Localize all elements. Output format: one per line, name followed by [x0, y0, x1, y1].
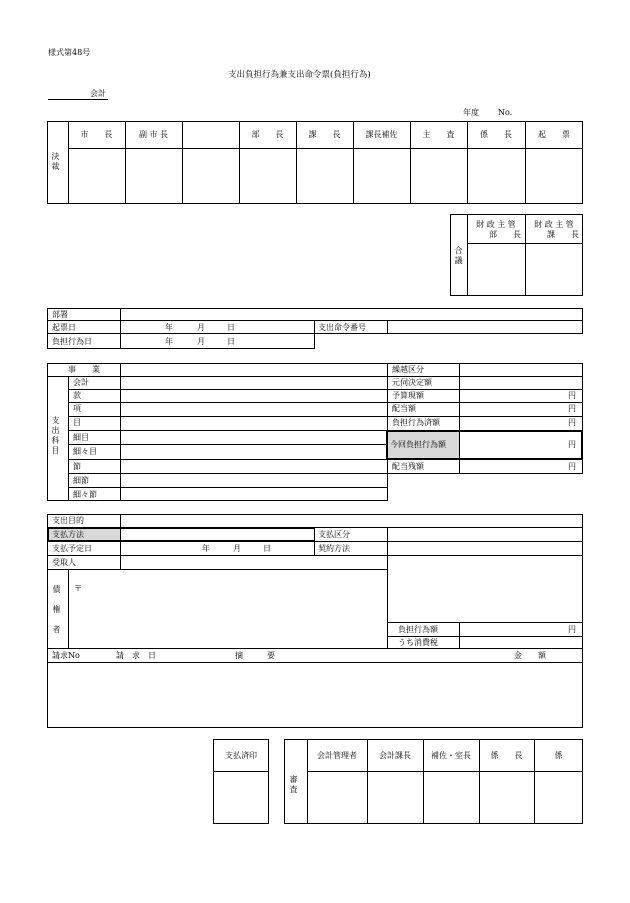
creditor-label: 債権者: [52, 585, 61, 645]
draft-date-row: [47, 320, 583, 334]
budget-current-yen: 円: [568, 391, 576, 400]
expenditure-subject-side-label: 支出科目: [51, 416, 60, 456]
approval-header-unit-chief: 係 長: [480, 130, 512, 139]
council-header-finance-chief-2: 課 長: [547, 230, 579, 239]
claim-description-header: 摘 要: [235, 651, 275, 660]
scheduled-date-label: 支払予定日: [52, 544, 92, 553]
budget-item-setsu: 節: [73, 462, 81, 471]
form-title: 支出負担行為兼支出命令票(負担行為): [228, 70, 371, 80]
council-header-finance-director-2: 部 長: [489, 230, 521, 239]
burden-amount-label: 負担行為額: [398, 625, 438, 634]
approval-header-section-chief: 課 長: [308, 130, 341, 139]
budget-item-saimoku: 細目: [73, 433, 89, 442]
approval-header-drafter: 起 票: [538, 130, 570, 139]
payment-order-number-label: 支出命令番号: [318, 323, 366, 332]
approval-header-assistant-chief: 課長補佐: [365, 130, 398, 139]
approval-header-director: 部 長: [251, 130, 284, 139]
original-decision-label: 元伺決定額: [392, 378, 432, 387]
approval-header-vice-mayor: 副 市 長: [138, 130, 169, 139]
claim-no-header: 請求No: [52, 651, 80, 660]
council-side-label: 合議: [454, 246, 463, 266]
burden-done-yen: 円: [568, 418, 576, 427]
burden-date-label: 負担行為日: [52, 337, 92, 346]
paid-stamp-label: 支払済印: [225, 751, 257, 760]
form-number: 様式第48号: [48, 48, 91, 57]
approval-header-mayor: 市 長: [80, 130, 113, 139]
fiscal-year-label: 年度: [463, 108, 479, 117]
number-label: No.: [498, 108, 513, 117]
audit-side-label: 審査: [289, 775, 298, 795]
claim-amount-header: 金 額: [514, 651, 546, 660]
audit-header-assistant: 補佐・室長: [431, 751, 471, 760]
council-header-finance-director: 財 政 主 管: [476, 220, 516, 229]
scheduled-date-month: 月: [233, 544, 241, 553]
carryover-label: 繰越区分: [392, 365, 424, 374]
audit-header-staff: 係: [554, 751, 563, 760]
budget-item-saisetsu: 細節: [73, 476, 89, 485]
allocation-balance-label: 配当残額: [392, 462, 424, 471]
audit-header-accounting-chief: 会計課長: [379, 751, 411, 760]
dept-label: 部署: [52, 310, 68, 319]
scheduled-date-year: 年: [202, 544, 210, 553]
approval-header-chief-examiner: 主 査: [422, 130, 455, 139]
current-burden-label: 今回負担行為額: [390, 440, 446, 449]
audit-header-accounting-manager: 会計管理者: [317, 751, 357, 760]
burden-date-day: 日: [227, 337, 235, 346]
draft-date-month: 月: [197, 323, 205, 332]
burden-date-month: 月: [197, 337, 205, 346]
project-label: 事 業: [68, 365, 100, 374]
budget-current-label: 予算現額: [392, 391, 424, 400]
purpose-label: 支出目的: [52, 516, 84, 525]
consumption-tax-label: うち消費税: [398, 638, 438, 647]
allocation-yen: 円: [568, 404, 576, 413]
draft-date-day: 日: [227, 323, 235, 332]
account-suffix: 会計: [90, 89, 106, 98]
audit-header-unit-chief: 係 長: [490, 751, 523, 760]
current-burden-yen: 円: [568, 440, 576, 449]
budget-item-kou: 項: [73, 404, 81, 413]
burden-date-year: 年: [165, 337, 173, 346]
budget-left-table: [47, 363, 388, 501]
claims-table: [47, 648, 583, 728]
approval-side-label: 決裁: [51, 152, 60, 172]
draft-date-label: 起票日: [52, 323, 76, 332]
account-name-line: [48, 99, 108, 100]
budget-item-saisaisetsu: 細々節: [73, 490, 97, 499]
draft-date-year: 年: [165, 323, 173, 332]
allocation-balance-yen: 円: [568, 462, 576, 471]
contract-method-label: 契約方法: [318, 544, 350, 553]
burden-amount-yen: 円: [568, 625, 576, 634]
budget-item-kan: 款: [73, 391, 81, 400]
recipient-label: 受取人: [52, 558, 76, 567]
budget-item-moku: 目: [73, 418, 81, 427]
claim-date-header: 請 求 日: [116, 651, 156, 660]
postal-mark: 〒: [74, 584, 82, 593]
budget-item-account: 会計: [73, 378, 89, 387]
allocation-label: 配当額: [392, 404, 416, 413]
council-header-finance-chief: 財 政 主 管: [534, 220, 574, 229]
payment-method-label: 支払方法: [52, 530, 84, 539]
budget-item-saisaimoku: 細々目: [73, 447, 97, 456]
payment-category-label: 支払区分: [318, 530, 350, 539]
burden-done-label: 負担行為済額: [392, 418, 440, 427]
scheduled-date-day: 日: [263, 544, 271, 553]
